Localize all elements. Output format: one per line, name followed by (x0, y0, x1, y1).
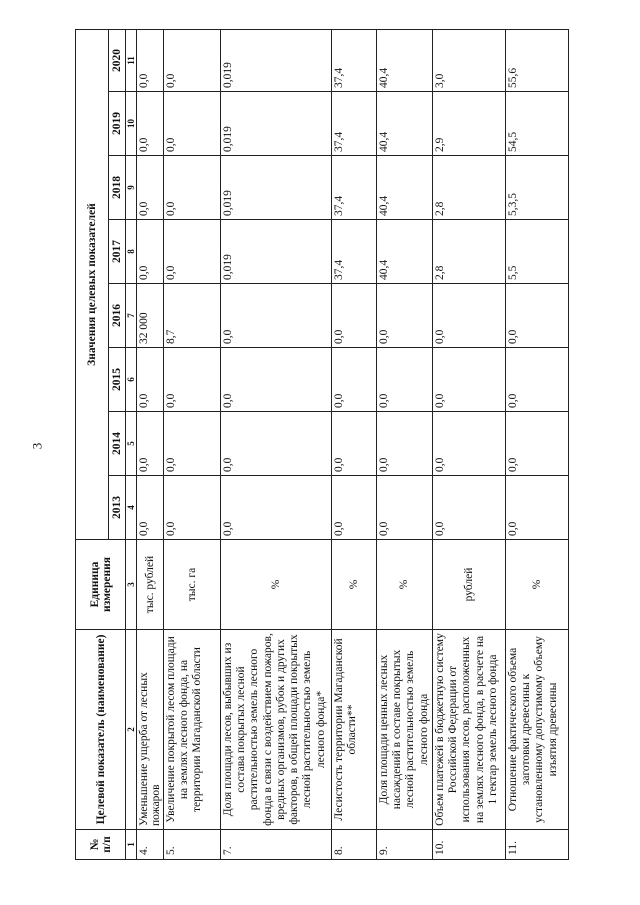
value-cell: 0,0 (432, 476, 505, 540)
rotated-table-container (75, 30, 635, 860)
indicator-name: Лесистость территории Магаданской области** (332, 630, 377, 830)
value-cell: 37,4 (332, 220, 377, 284)
value-cell: 40,4 (377, 92, 433, 156)
value-cell: 0,0 (221, 412, 332, 476)
value-cell: 0,0 (377, 412, 433, 476)
row-number: 10. (432, 830, 505, 860)
value-cell: 0,019 (221, 220, 332, 284)
year-2020: 2020 (109, 30, 126, 92)
col-index: 2 (126, 630, 137, 830)
unit-cell: тыс. рублей (137, 540, 164, 630)
indicator-name: Объем платежей в бюджетную систему Российской Федерации от использования лесов, расположенных на землях лесного фонда, в расчете на 1 гектар земель лесного фонда (432, 630, 505, 830)
value-cell: 0,0 (137, 92, 164, 156)
value-cell: 37,4 (332, 156, 377, 220)
indicator-name: Доля площади ценных лесных насаждений в составе покрытых лесной растительностью земель лесного фонда (377, 630, 433, 830)
table-row (137, 30, 164, 860)
value-cell: 2,8 (432, 220, 505, 284)
row-number: 5. (164, 830, 221, 860)
value-cell: 0,0 (332, 476, 377, 540)
table-row (221, 30, 332, 860)
year-2014: 2014 (109, 412, 126, 476)
value-cell: 40,4 (377, 220, 433, 284)
value-cell: 5,5 (505, 220, 568, 284)
value-cell: 0,0 (164, 92, 221, 156)
value-cell: 0,0 (505, 348, 568, 412)
value-cell: 40,4 (377, 30, 433, 92)
value-cell: 40,4 (377, 156, 433, 220)
unit-cell: % (377, 540, 433, 630)
value-cell: 0,0 (505, 476, 568, 540)
value-cell: 0,0 (221, 348, 332, 412)
column-index-row (126, 30, 137, 860)
value-cell: 0,0 (332, 284, 377, 348)
value-cell: 0,0 (137, 30, 164, 92)
value-cell: 0,0 (432, 412, 505, 476)
row-number: 7. (221, 830, 332, 860)
table-row (377, 30, 433, 860)
col-index: 9 (126, 156, 137, 220)
value-cell: 5,3,5 (505, 156, 568, 220)
unit-cell: тыс. га (164, 540, 221, 630)
value-cell: 0,0 (377, 348, 433, 412)
year-2013: 2013 (109, 476, 126, 540)
value-cell: 0,0 (332, 348, 377, 412)
col-index: 1 (126, 830, 137, 860)
col-index: 10 (126, 92, 137, 156)
row-number: 9. (377, 830, 433, 860)
value-cell: 54,5 (505, 92, 568, 156)
row-number: 11. (505, 830, 568, 860)
value-cell: 0,019 (221, 92, 332, 156)
value-cell: 8,7 (164, 284, 221, 348)
table-row (432, 30, 505, 860)
year-2017: 2017 (109, 220, 126, 284)
value-cell: 0,0 (164, 156, 221, 220)
value-cell: 2,8 (432, 156, 505, 220)
header-values-group: Значения целевых показателей (76, 30, 109, 540)
header-num: № п/п (76, 830, 126, 860)
value-cell: 0,0 (164, 220, 221, 284)
indicator-name: Уменьшение ущерба от лесных пожаров (137, 630, 164, 830)
unit-cell: рублей (432, 540, 505, 630)
unit-cell: % (221, 540, 332, 630)
value-cell: 0,019 (221, 156, 332, 220)
year-2018: 2018 (109, 156, 126, 220)
value-cell: 2,9 (432, 92, 505, 156)
col-index: 7 (126, 284, 137, 348)
value-cell: 0,0 (164, 412, 221, 476)
col-index: 11 (126, 30, 137, 92)
table-row (332, 30, 377, 860)
page-number: 3 (29, 442, 45, 450)
value-cell: 0,0 (221, 284, 332, 348)
indicator-name: Отношение фактического объема заготовки древесины к установленному допустимому объему изъятия древесины (505, 630, 568, 830)
value-cell: 0,0 (137, 348, 164, 412)
value-cell: 0,0 (332, 412, 377, 476)
indicator-name: Увеличение покрытой лесом площади на землях лесного фонда, на территории Магаданской области (164, 630, 221, 830)
indicator-name: Доля площади лесов, выбывших из состава покрытых лесной растительностью земель лесного фонда в связи с воздействием пожаров, вредных организмов, рубок и других факторов, в общей площади покрытых лесной растительностью земель лесного фонда* (221, 630, 332, 830)
value-cell: 55,6 (505, 30, 568, 92)
value-cell: 37,4 (332, 92, 377, 156)
value-cell: 0,0 (137, 156, 164, 220)
value-cell: 0,0 (505, 412, 568, 476)
value-cell: 0,0 (221, 476, 332, 540)
value-cell: 0,0 (137, 412, 164, 476)
value-cell: 37,4 (332, 30, 377, 92)
col-index: 8 (126, 220, 137, 284)
row-number: 8. (332, 830, 377, 860)
table-row (505, 30, 568, 860)
col-index: 3 (126, 540, 137, 630)
value-cell: 32 000 (137, 284, 164, 348)
value-cell: 0,0 (505, 284, 568, 348)
value-cell: 0,0 (164, 30, 221, 92)
unit-cell: % (332, 540, 377, 630)
value-cell: 0,0 (137, 220, 164, 284)
value-cell: 0,019 (221, 30, 332, 92)
col-index: 6 (126, 348, 137, 412)
header-unit: Единица измерения (76, 540, 126, 630)
row-number: 4. (137, 830, 164, 860)
value-cell: 0,0 (164, 476, 221, 540)
header-row (76, 30, 109, 860)
header-name: Целевой показатель (наименование) (76, 630, 126, 830)
value-cell: 0,0 (164, 348, 221, 412)
unit-cell: % (505, 540, 568, 630)
value-cell: 0,0 (432, 348, 505, 412)
year-2015: 2015 (109, 348, 126, 412)
year-2019: 2019 (109, 92, 126, 156)
table-row (164, 30, 221, 860)
col-index: 4 (126, 476, 137, 540)
value-cell: 0,0 (377, 284, 433, 348)
col-index: 5 (126, 412, 137, 476)
year-2016: 2016 (109, 284, 126, 348)
value-cell: 0,0 (137, 476, 164, 540)
value-cell: 0,0 (432, 284, 505, 348)
value-cell: 0,0 (377, 476, 433, 540)
indicators-table (75, 29, 569, 860)
value-cell: 3,0 (432, 30, 505, 92)
